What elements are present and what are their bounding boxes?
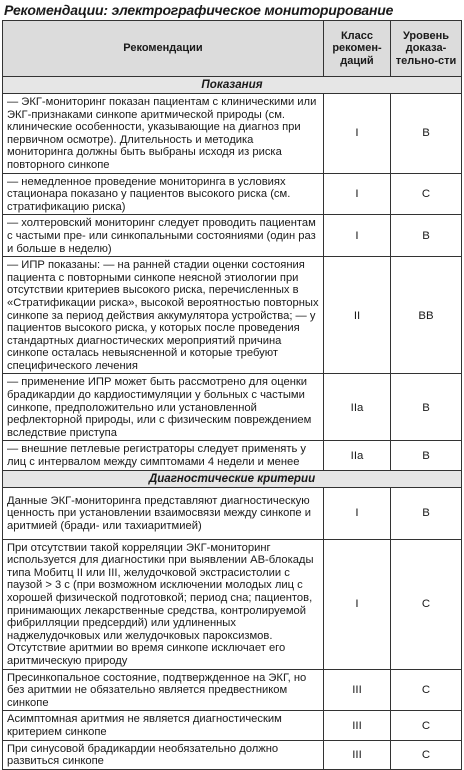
recommendation-class: III [324, 711, 391, 740]
recommendation-class: III [324, 669, 391, 711]
recommendation-text: — ИПР показаны: — на ранней стадии оценки состояния пациента с повторными синкопе неясной этиологии при отсутствии критериев высокого риска, перечисленных в «Стратификации риска», высокой вероятностью повторных синкопе за период действия аккумулятора устройства; — у пациентов высокого риска, у которых после проведения стандартных диагностических мероприятий причина синкопе осталась невыясненной и которые требуют специфического лечения [3, 257, 324, 374]
recommendation-text: Асимптомная аритмия не является диагностическим критерием синкопе [3, 711, 324, 740]
evidence-level: B [391, 374, 462, 441]
evidence-level: C [391, 711, 462, 740]
recommendation-text: Пресинкопальное состояние, подтвержденное на ЭКГ, но без аритмии не обязательно является предвестником синкопе [3, 669, 324, 711]
table-row [3, 215, 462, 257]
recommendation-text: — применение ИПР может быть рассмотрено для оценки брадикардии до кардиостимуляции у больных с частыми синкопе, предположительно или установленной рефлекторной природы, или с физическим повреждением вследствие приступа [3, 374, 324, 441]
recommendation-class: I [324, 539, 391, 669]
section-title-indications: Показания [3, 77, 462, 94]
column-header-level: Уровень доказа-тельно-сти [391, 21, 462, 77]
table-row [3, 740, 462, 769]
recommendations-table [2, 20, 462, 770]
section-header-row [3, 470, 462, 487]
evidence-level: B [391, 441, 462, 470]
column-header-recommendations: Рекомендации [3, 21, 324, 77]
table-row [3, 669, 462, 711]
recommendation-class: I [324, 173, 391, 215]
table-row [3, 711, 462, 740]
recommendation-text: — немедленное проведение мониторинга в условиях стационара показано у пациентов высокого риска (см. стратификацию риска) [3, 173, 324, 215]
recommendation-text: — ЭКГ-мониторинг показан пациентам с клиническими или ЭКГ-признаками синкопе аритмической природы (см. клинические особенности, указывающие на диагноз при первичном осмотре). Длительность и методика мониторинга должны быть выбраны исходя из риска повторного синкопе [3, 94, 324, 174]
evidence-level: B [391, 487, 462, 539]
table-row [3, 539, 462, 669]
evidence-level: C [391, 669, 462, 711]
evidence-level: C [391, 539, 462, 669]
recommendation-class: II [324, 257, 391, 374]
recommendation-text: — холтеровский мониторинг следует проводить пациентам с частыми пре- или синкопальными состояниями (один раз и больше в неделю) [3, 215, 324, 257]
recommendation-text: Данные ЭКГ-мониторинга представляют диагностическую ценность при установлении взаимосвязи между синкопе и аритмией (бради- или тахиаритмией) [3, 487, 324, 539]
evidence-level: B [391, 94, 462, 174]
section-title-diagnostic-criteria: Диагностические критерии [3, 470, 462, 487]
recommendation-class: I [324, 94, 391, 174]
section-header-row [3, 77, 462, 94]
recommendation-class: IIa [324, 374, 391, 441]
recommendation-class: IIa [324, 441, 391, 470]
table-row [3, 374, 462, 441]
evidence-level: B [391, 215, 462, 257]
recommendation-class: III [324, 740, 391, 769]
table-row [3, 173, 462, 215]
table-row [3, 487, 462, 539]
table-row [3, 94, 462, 174]
recommendation-text: При синусовой брадикардии необязательно должно развиться синкопе [3, 740, 324, 769]
page-title: Рекомендации: электрографическое мониторирование [4, 2, 394, 18]
table-header-row [3, 21, 462, 77]
evidence-level: BB [391, 257, 462, 374]
recommendation-class: I [324, 215, 391, 257]
evidence-level: C [391, 740, 462, 769]
evidence-level: C [391, 173, 462, 215]
recommendation-class: I [324, 487, 391, 539]
table-row [3, 257, 462, 374]
table-row [3, 441, 462, 470]
column-header-class: Класс рекомен-даций [324, 21, 391, 77]
recommendation-text: При отсутствии такой корреляции ЭКГ-мониторинг используется для диагностики при выявлении АВ-блокады типа Мобитц II или III, желудочковой экстрасистолии с паузой > 3 с (при возможном исключении молодых лиц с хорошей физической подготовкой; период сна; пациентов, принимающих лекарственные средства, контролируемой фибрилляции предсердий) или удлиненных наджелудочковых или желудочковых пароксизмов. Отсутствие аритмии во время синкопе исключает его аритмическую природу [3, 539, 324, 669]
recommendation-text: — внешние петлевые регистраторы следует применять у лиц с интервалом между симптомами 4 недели и менее [3, 441, 324, 470]
